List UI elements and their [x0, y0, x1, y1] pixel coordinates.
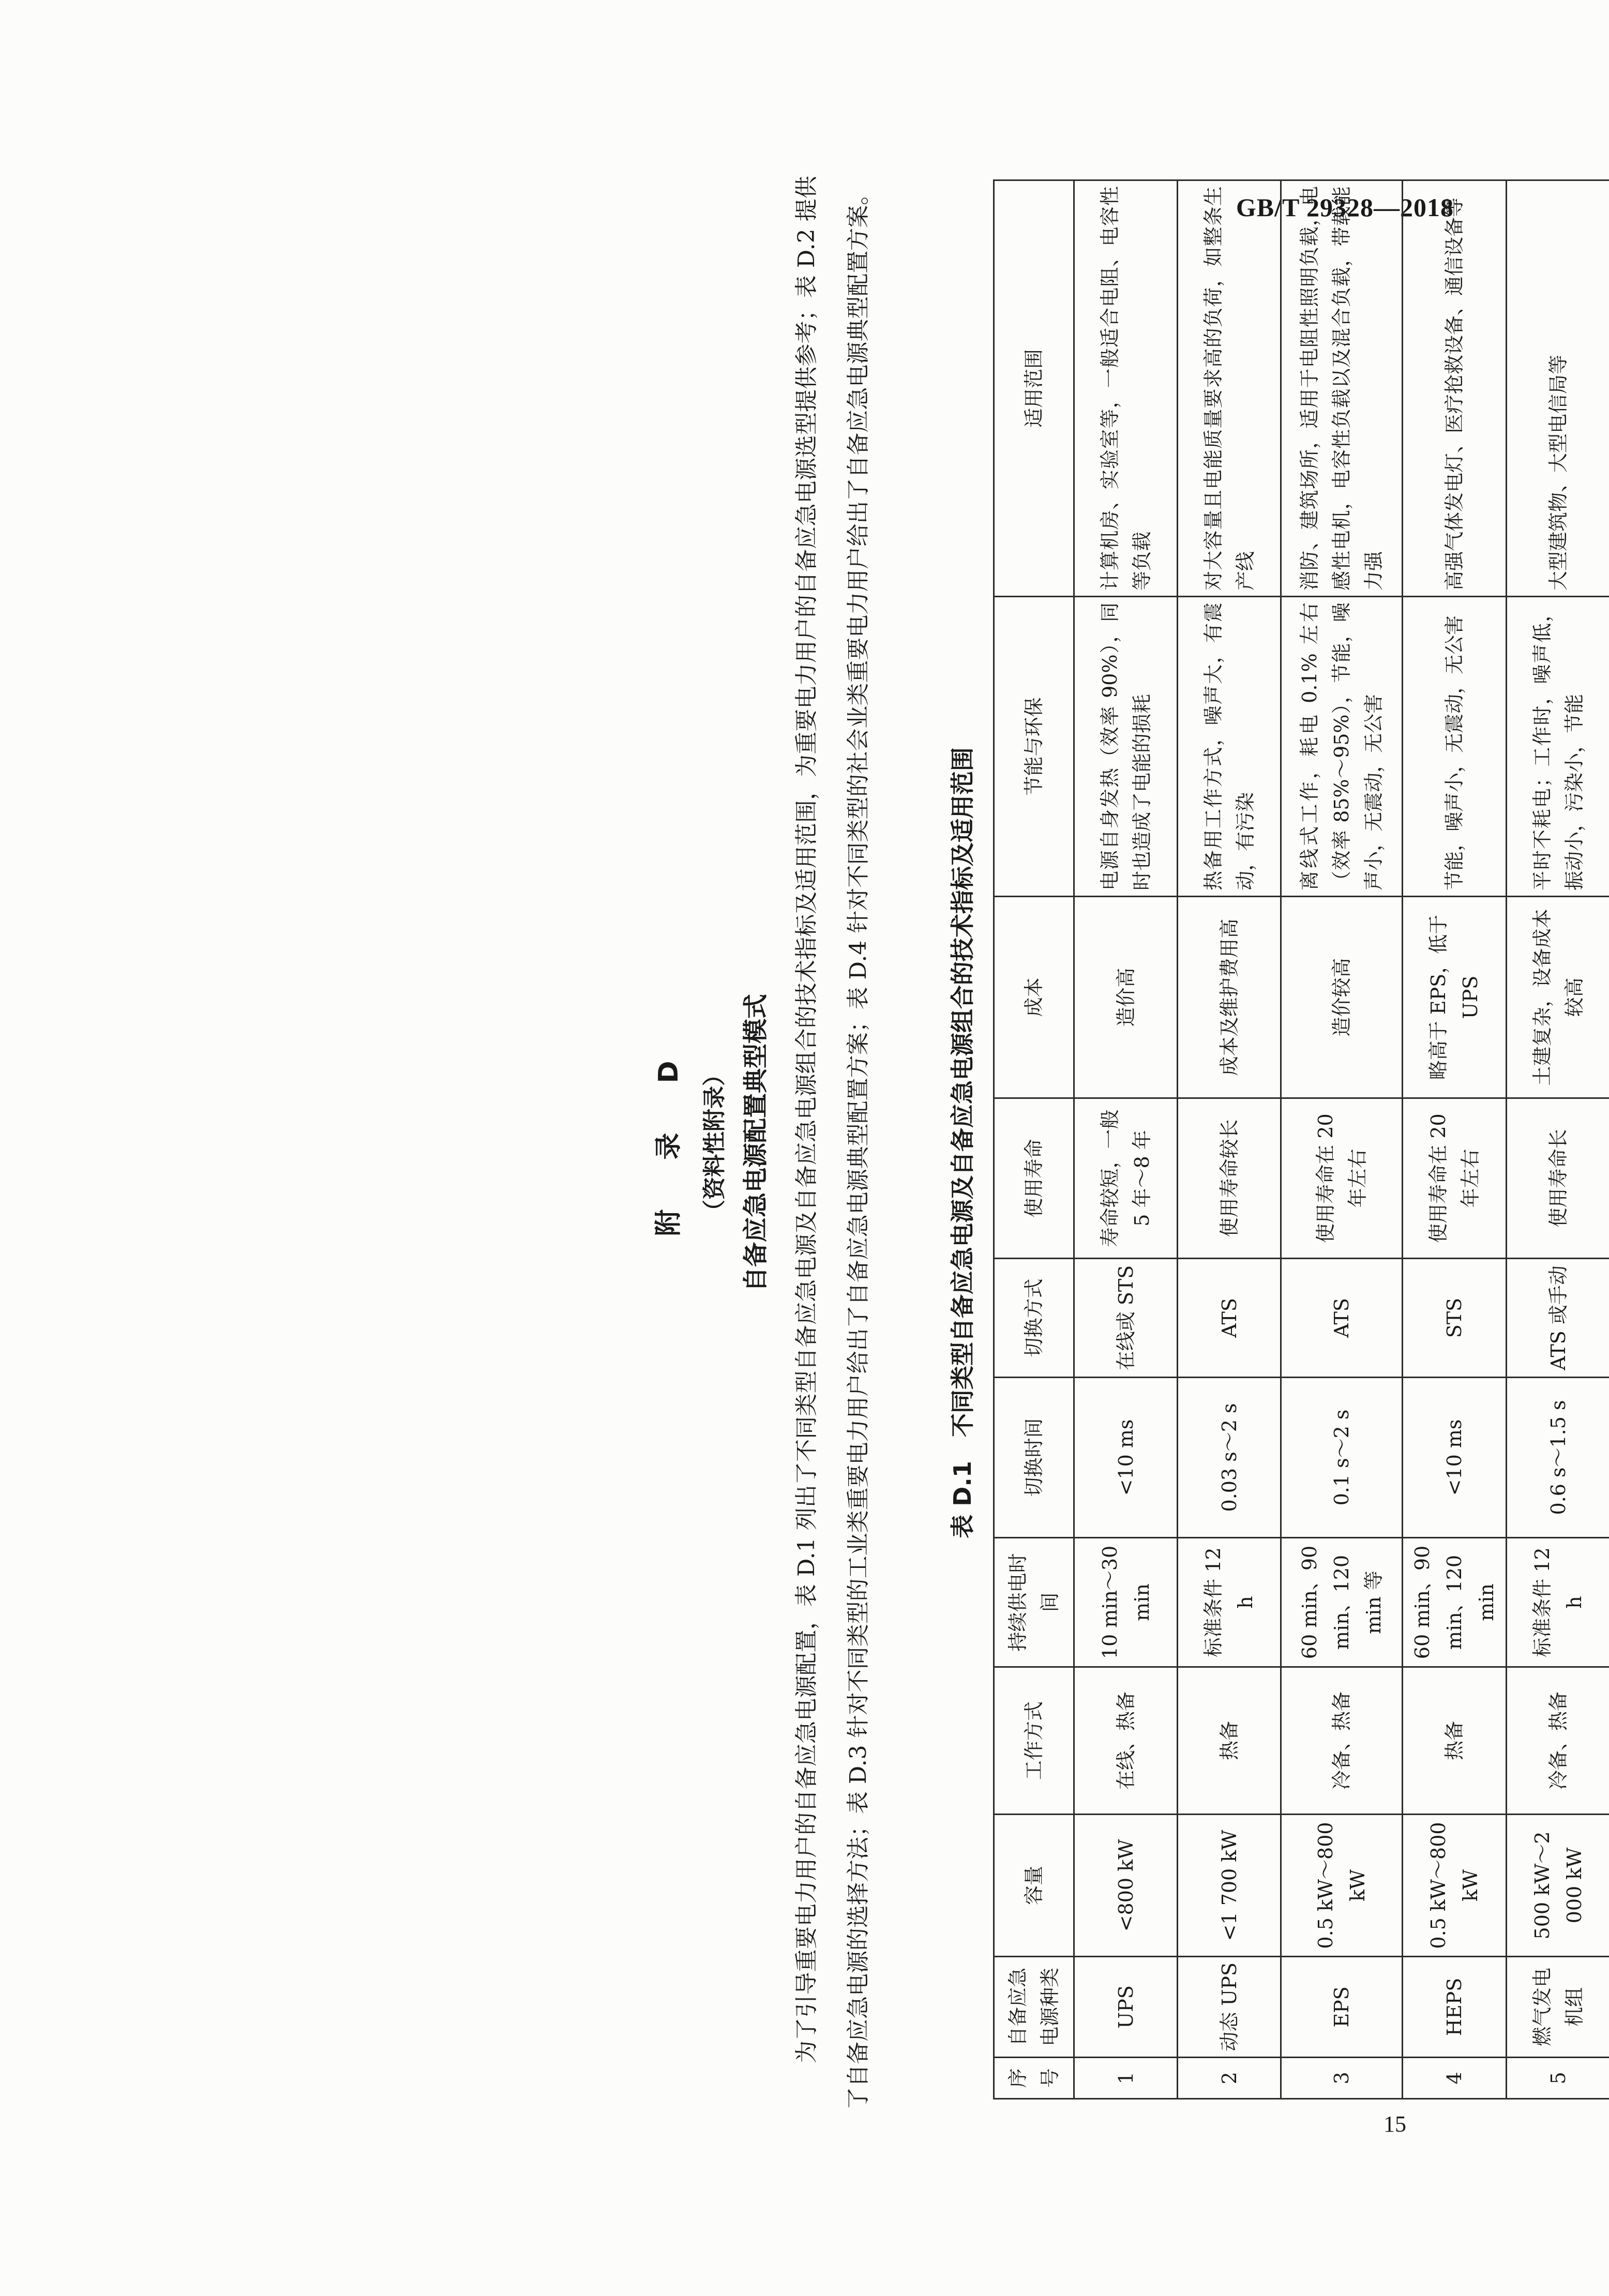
col-header-switch-mode: 切换方式 [994, 1259, 1074, 1378]
cell-service-life: 使用寿命较长 [1178, 1098, 1281, 1259]
col-header-index: 序号 [994, 2058, 1074, 2099]
table-row [1281, 180, 1403, 2099]
cell-cost: 造价高 [1074, 897, 1178, 1098]
cell-supply-duration: 标准条件 12 h [1507, 1538, 1609, 1667]
intro-paragraph-text: 为了引导重要电力用户的自备应急电源配置，表 D.1 列出了不同类型自备应急电源及自备应急电源组合的技术指标及适用范围，为重要电力用户的自备应急电源选型提供参考；表 D.2 提供了自备应急电源的选择方法；表 D.3 针对不同类型的工业类重要电力用户给出了自备应急电源典型配置方案；表 D.4 针对不同类型的社会业类重要电力用户给出了自备应急电源典型配置方案。 [793, 176, 871, 2110]
cell-cost: 造价较高 [1281, 897, 1403, 1098]
cell-supply-duration: 10 min～30 min [1074, 1538, 1178, 1667]
cell-work-mode: 热备 [1178, 1667, 1281, 1815]
col-header-energy-env: 节能与环保 [994, 597, 1074, 897]
col-header-capacity: 容量 [994, 1815, 1074, 1957]
cell-supply-duration: 60 min、90 min、120 min 等 [1281, 1538, 1403, 1667]
cell-work-mode: 热备 [1403, 1667, 1507, 1815]
cell-work-mode: 在线、热备 [1074, 1667, 1178, 1815]
cell-cost: 土建复杂，设备成本较高 [1507, 897, 1609, 1098]
col-header-cost: 成本 [994, 897, 1074, 1098]
cell-switch-mode: ATS [1281, 1259, 1403, 1378]
cell-work-mode: 冷备、热备 [1507, 1667, 1609, 1815]
cell-switch-mode: ATS [1178, 1259, 1281, 1378]
cell-scope: 对大容量且电能质量要求高的负荷，如整条生产线 [1178, 180, 1281, 597]
cell-capacity: 0.5 kW～800 kW [1403, 1815, 1507, 1957]
cell-source-type: 动态 UPS [1178, 1957, 1281, 2058]
cell-energy-env: 热备用工作方式，噪声大，有震动，有污染 [1178, 597, 1281, 897]
cell-service-life: 使用寿命在 20 年左右 [1281, 1098, 1403, 1259]
cell-capacity: <800 kW [1074, 1815, 1178, 1957]
cell-source-type: UPS [1074, 1957, 1178, 2058]
cell-cost: 成本及维护费用高 [1178, 897, 1281, 1098]
table-header-row [994, 180, 1074, 2099]
appendix-heading: 自备应急电源配置典型模式 [741, 994, 770, 1292]
cell-energy-env: 离线式工作，耗电 0.1% 左右（效率 85%～95%），节能，噪声小，无震动，无公害 [1281, 597, 1403, 897]
col-header-switch-time: 切换时间 [994, 1378, 1074, 1538]
table-caption: 表 D.1 不同类型自备应急电源及自备应急电源组合的技术指标及适用范围 [949, 747, 976, 1538]
cell-source-type: EPS [1281, 1957, 1403, 2058]
table-row [1074, 180, 1178, 2099]
cell-index: 3 [1281, 2058, 1403, 2099]
cell-switch-time: 0.03 s～2 s [1178, 1378, 1281, 1538]
power-source-table [993, 179, 1609, 2099]
cell-index: 2 [1178, 2058, 1281, 2099]
cell-work-mode: 冷备、热备 [1281, 1667, 1403, 1815]
cell-scope: 大型建筑物、大型电信局等 [1507, 180, 1609, 597]
cell-scope: 消防、建筑场所，适用于电阻性照明负载，电感性电机，电容性负载以及混合负载，带载能力强 [1281, 180, 1403, 597]
cell-switch-time: 0.6 s～1.5 s [1507, 1378, 1609, 1538]
col-header-work-mode: 工作方式 [994, 1667, 1074, 1815]
col-header-service-life: 使用寿命 [994, 1098, 1074, 1259]
cell-source-type: HEPS [1403, 1957, 1507, 2058]
appendix-subtitle: （资料性附录） [701, 1063, 728, 1222]
page-number: 15 [1384, 2111, 1406, 2137]
cell-index: 5 [1507, 2058, 1609, 2099]
cell-supply-duration: 60 min、90 min、120 min [1403, 1538, 1507, 1667]
col-header-supply-duration: 持续供电时间 [994, 1538, 1074, 1667]
cell-energy-env: 电源自身发热（效率 90%），同时也造成了电能的损耗 [1074, 597, 1178, 897]
cell-energy-env: 节能，噪声小，无震动，无公害 [1403, 597, 1507, 897]
cell-service-life: 寿命较短，一般 5 年～8 年 [1074, 1098, 1178, 1259]
table-row [1403, 180, 1507, 2099]
cell-switch-mode: STS [1403, 1259, 1507, 1378]
cell-service-life: 使用寿命在 20 年左右 [1403, 1098, 1507, 1259]
cell-switch-time: <10 ms [1074, 1378, 1178, 1538]
cell-cost: 略高于 EPS，低于 UPS [1403, 897, 1507, 1098]
appendix-title: 附 录 D [653, 1049, 684, 1236]
cell-source-type: 燃气发电机组 [1507, 1957, 1609, 2058]
cell-capacity: <1 700 kW [1178, 1815, 1281, 1957]
cell-scope: 计算机房、实验室等，一般适合电阻、电容性等负载 [1074, 180, 1178, 597]
cell-switch-time: <10 ms [1403, 1378, 1507, 1538]
cell-scope: 高强气体发电灯、医疗抢救设备、通信设备等 [1403, 180, 1507, 597]
col-header-source-type: 自备应急电源种类 [994, 1957, 1074, 2058]
cell-supply-duration: 标准条件 12 h [1178, 1538, 1281, 1667]
rotated-page-content [403, 176, 1586, 2110]
cell-switch-mode: ATS 或手动 [1507, 1259, 1609, 1378]
standard-code: GB/T 29328—2018 [1236, 193, 1454, 222]
cell-capacity: 0.5 kW～800 kW [1281, 1815, 1403, 1957]
cell-index: 1 [1074, 2058, 1178, 2099]
cell-capacity: 500 kW～2 000 kW [1507, 1815, 1609, 1957]
table-row [1178, 180, 1281, 2099]
intro-paragraph [781, 176, 884, 2110]
col-header-scope: 适用范围 [994, 180, 1074, 597]
cell-energy-env: 平时不耗电；工作时，噪声低，振动小，污染小，节能 [1507, 597, 1609, 897]
cell-index: 4 [1403, 2058, 1507, 2099]
cell-switch-mode: 在线或 STS [1074, 1259, 1178, 1378]
table-row [1507, 180, 1609, 2099]
cell-service-life: 使用寿命长 [1507, 1098, 1609, 1259]
cell-switch-time: 0.1 s～2 s [1281, 1378, 1403, 1538]
